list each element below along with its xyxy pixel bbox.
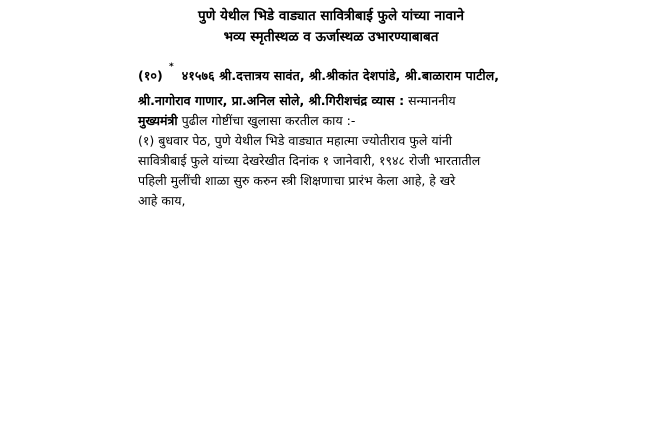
question-header-line bbox=[138, 66, 638, 86]
question-number: (१०) bbox=[138, 68, 163, 83]
body-line-4: आहे काय, bbox=[138, 193, 186, 208]
document-title-line-2: भव्य स्मृतीस्थळ व ऊर्जास्थळ उभारण्याबाबत bbox=[223, 29, 439, 45]
body-line-1: (१) बुधवार पेठ, पुणे येथील भिडे वाड्यात महात्मा ज्योतीराव फुले यांनी bbox=[138, 133, 453, 148]
body-line-3: पहिली मुलींची शाळा सुरु करुन स्त्री शिक्षणाचा प्रारंभ केला आहे, हे खरे bbox=[138, 173, 456, 188]
question-members-line-2-row bbox=[138, 91, 638, 111]
question-id: ४१५७६ bbox=[181, 68, 215, 83]
starred-question-marker: * bbox=[169, 62, 174, 72]
body-line-2: सावित्रीबाई फुले यांच्या देखरेखीत दिनांक १ जानेवारी, १९४८ रोजी भारतातील bbox=[138, 153, 481, 168]
question-members-line-2: श्री.नागोराव गाणार, प्रा.अनिल सोले, श्री.गिरीशचंद्र व्यास : bbox=[138, 93, 405, 108]
question-intro-line bbox=[138, 111, 638, 131]
question-members-line-1: श्री.दत्तात्रय सावंत, श्री.श्रीकांत देशपांडे, श्री.बाळाराम पाटील, bbox=[219, 68, 500, 83]
document-title-line-1: पुणे येथील भिडे वाड्यात सावित्रीबाई फुले यांच्या नावाने bbox=[198, 8, 464, 24]
question-members-line-2-tail: सन्माननीय bbox=[408, 93, 456, 108]
question-addressee: मुख्यमंत्री bbox=[138, 113, 178, 128]
question-intro-tail: पुढील गोष्टींचा खुलासा करतील काय :- bbox=[181, 113, 356, 128]
